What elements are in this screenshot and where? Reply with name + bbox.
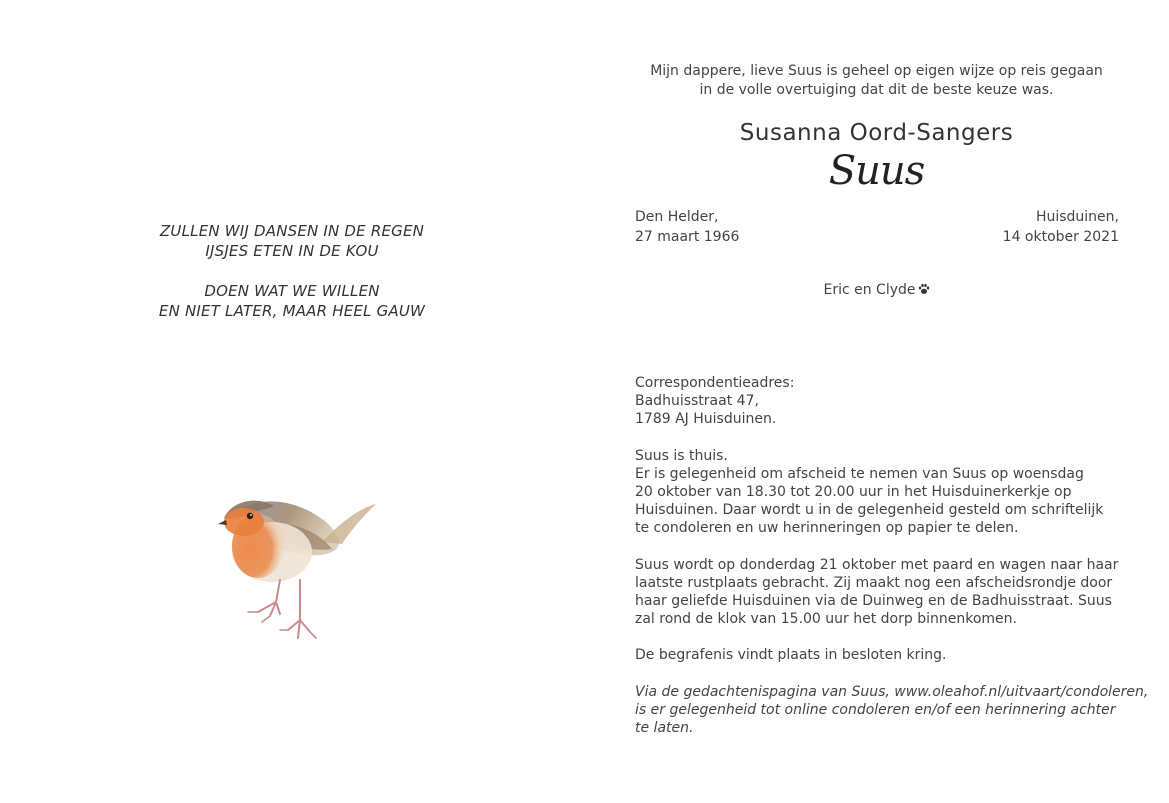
visitation-line: Er is gelegenheid om afscheid te nemen van Suus op woensdag xyxy=(635,465,1084,482)
birth-info xyxy=(635,207,739,247)
announcement-body xyxy=(635,374,1149,737)
intro-text xyxy=(634,62,1119,99)
deceased-full-name: Susanna Oord-Sangers xyxy=(739,120,1014,146)
address-block xyxy=(635,374,1120,429)
right-page xyxy=(584,0,1169,803)
online-line: te laten. xyxy=(635,720,694,737)
procession-line: laatste rustplaats gebracht. Zij maakt nog een afscheidsrondje door xyxy=(635,574,1113,591)
birth-date: 27 maart 1966 xyxy=(635,229,740,245)
death-place: Huisduinen, xyxy=(1035,209,1119,225)
paw-icon xyxy=(918,283,930,295)
visitation-line: Suus is thuis. xyxy=(635,447,728,464)
funeral-line: De begrafenis vindt plaats in besloten kring. xyxy=(635,647,947,664)
procession-line: Suus wordt op donderdag 21 oktober met paard en wagen naar haar xyxy=(635,556,1119,573)
poem xyxy=(0,221,584,341)
intro-line: in de volle overtuiging dat dit de beste keuze was. xyxy=(699,81,1054,98)
visitation-line: Huisduinen. Daar wordt u in de gelegenheid gesteld om schriftelijk xyxy=(635,502,1104,519)
survivors xyxy=(634,282,1119,298)
procession-line: zal rond de klok van 15.00 uur het dorp binnenkomen. xyxy=(635,611,1017,628)
poem-stanza-1 xyxy=(0,221,584,261)
survivors-text: Eric en Clyde xyxy=(823,282,916,298)
visitation-line: te condoleren en uw herinneringen op papier te delen. xyxy=(635,520,1019,537)
poem-line: EN NIET LATER, MAAR HEEL GAUW xyxy=(158,302,426,320)
poem-line: ZULLEN WIJ DANSEN IN DE REGEN xyxy=(159,222,425,240)
poem-stanza-2 xyxy=(0,281,584,321)
poem-line: IJSJES ETEN IN DE KOU xyxy=(205,242,379,260)
procession-line: haar geliefde Huisduinen via de Duinweg en de Badhuisstraat. Suus xyxy=(635,593,1112,610)
funeral-block xyxy=(635,646,1120,664)
visitation-line: 20 oktober van 18.30 tot 20.00 uur in het Huisduinerkerkje op xyxy=(635,484,1072,501)
visitation-block xyxy=(635,447,1120,538)
birth-place: Den Helder, xyxy=(635,209,719,225)
left-page xyxy=(0,0,584,803)
robin-bird-illustration xyxy=(214,494,382,650)
address-line: Correspondentieadres: xyxy=(635,375,795,391)
death-info xyxy=(1003,207,1119,247)
online-condolence-block xyxy=(635,683,1149,738)
poem-line: DOEN WAT WE WILLEN xyxy=(204,282,380,300)
death-date: 14 oktober 2021 xyxy=(1002,229,1119,245)
intro-line: Mijn dappere, lieve Suus is geheel op eigen wijze op reis gegaan xyxy=(650,63,1103,79)
online-line: Via de gedachtenispagina van Suus, www.oleahof.nl/uitvaart/condoleren, xyxy=(635,683,1149,700)
address-line: Badhuisstraat 47, xyxy=(635,393,759,410)
address-line: 1789 AJ Huisduinen. xyxy=(635,411,777,428)
procession-block xyxy=(635,556,1120,629)
deceased-nickname: Suus xyxy=(828,148,925,194)
online-line: is er gelegenheid tot online condoleren en/of een herinnering achter xyxy=(635,701,1116,718)
